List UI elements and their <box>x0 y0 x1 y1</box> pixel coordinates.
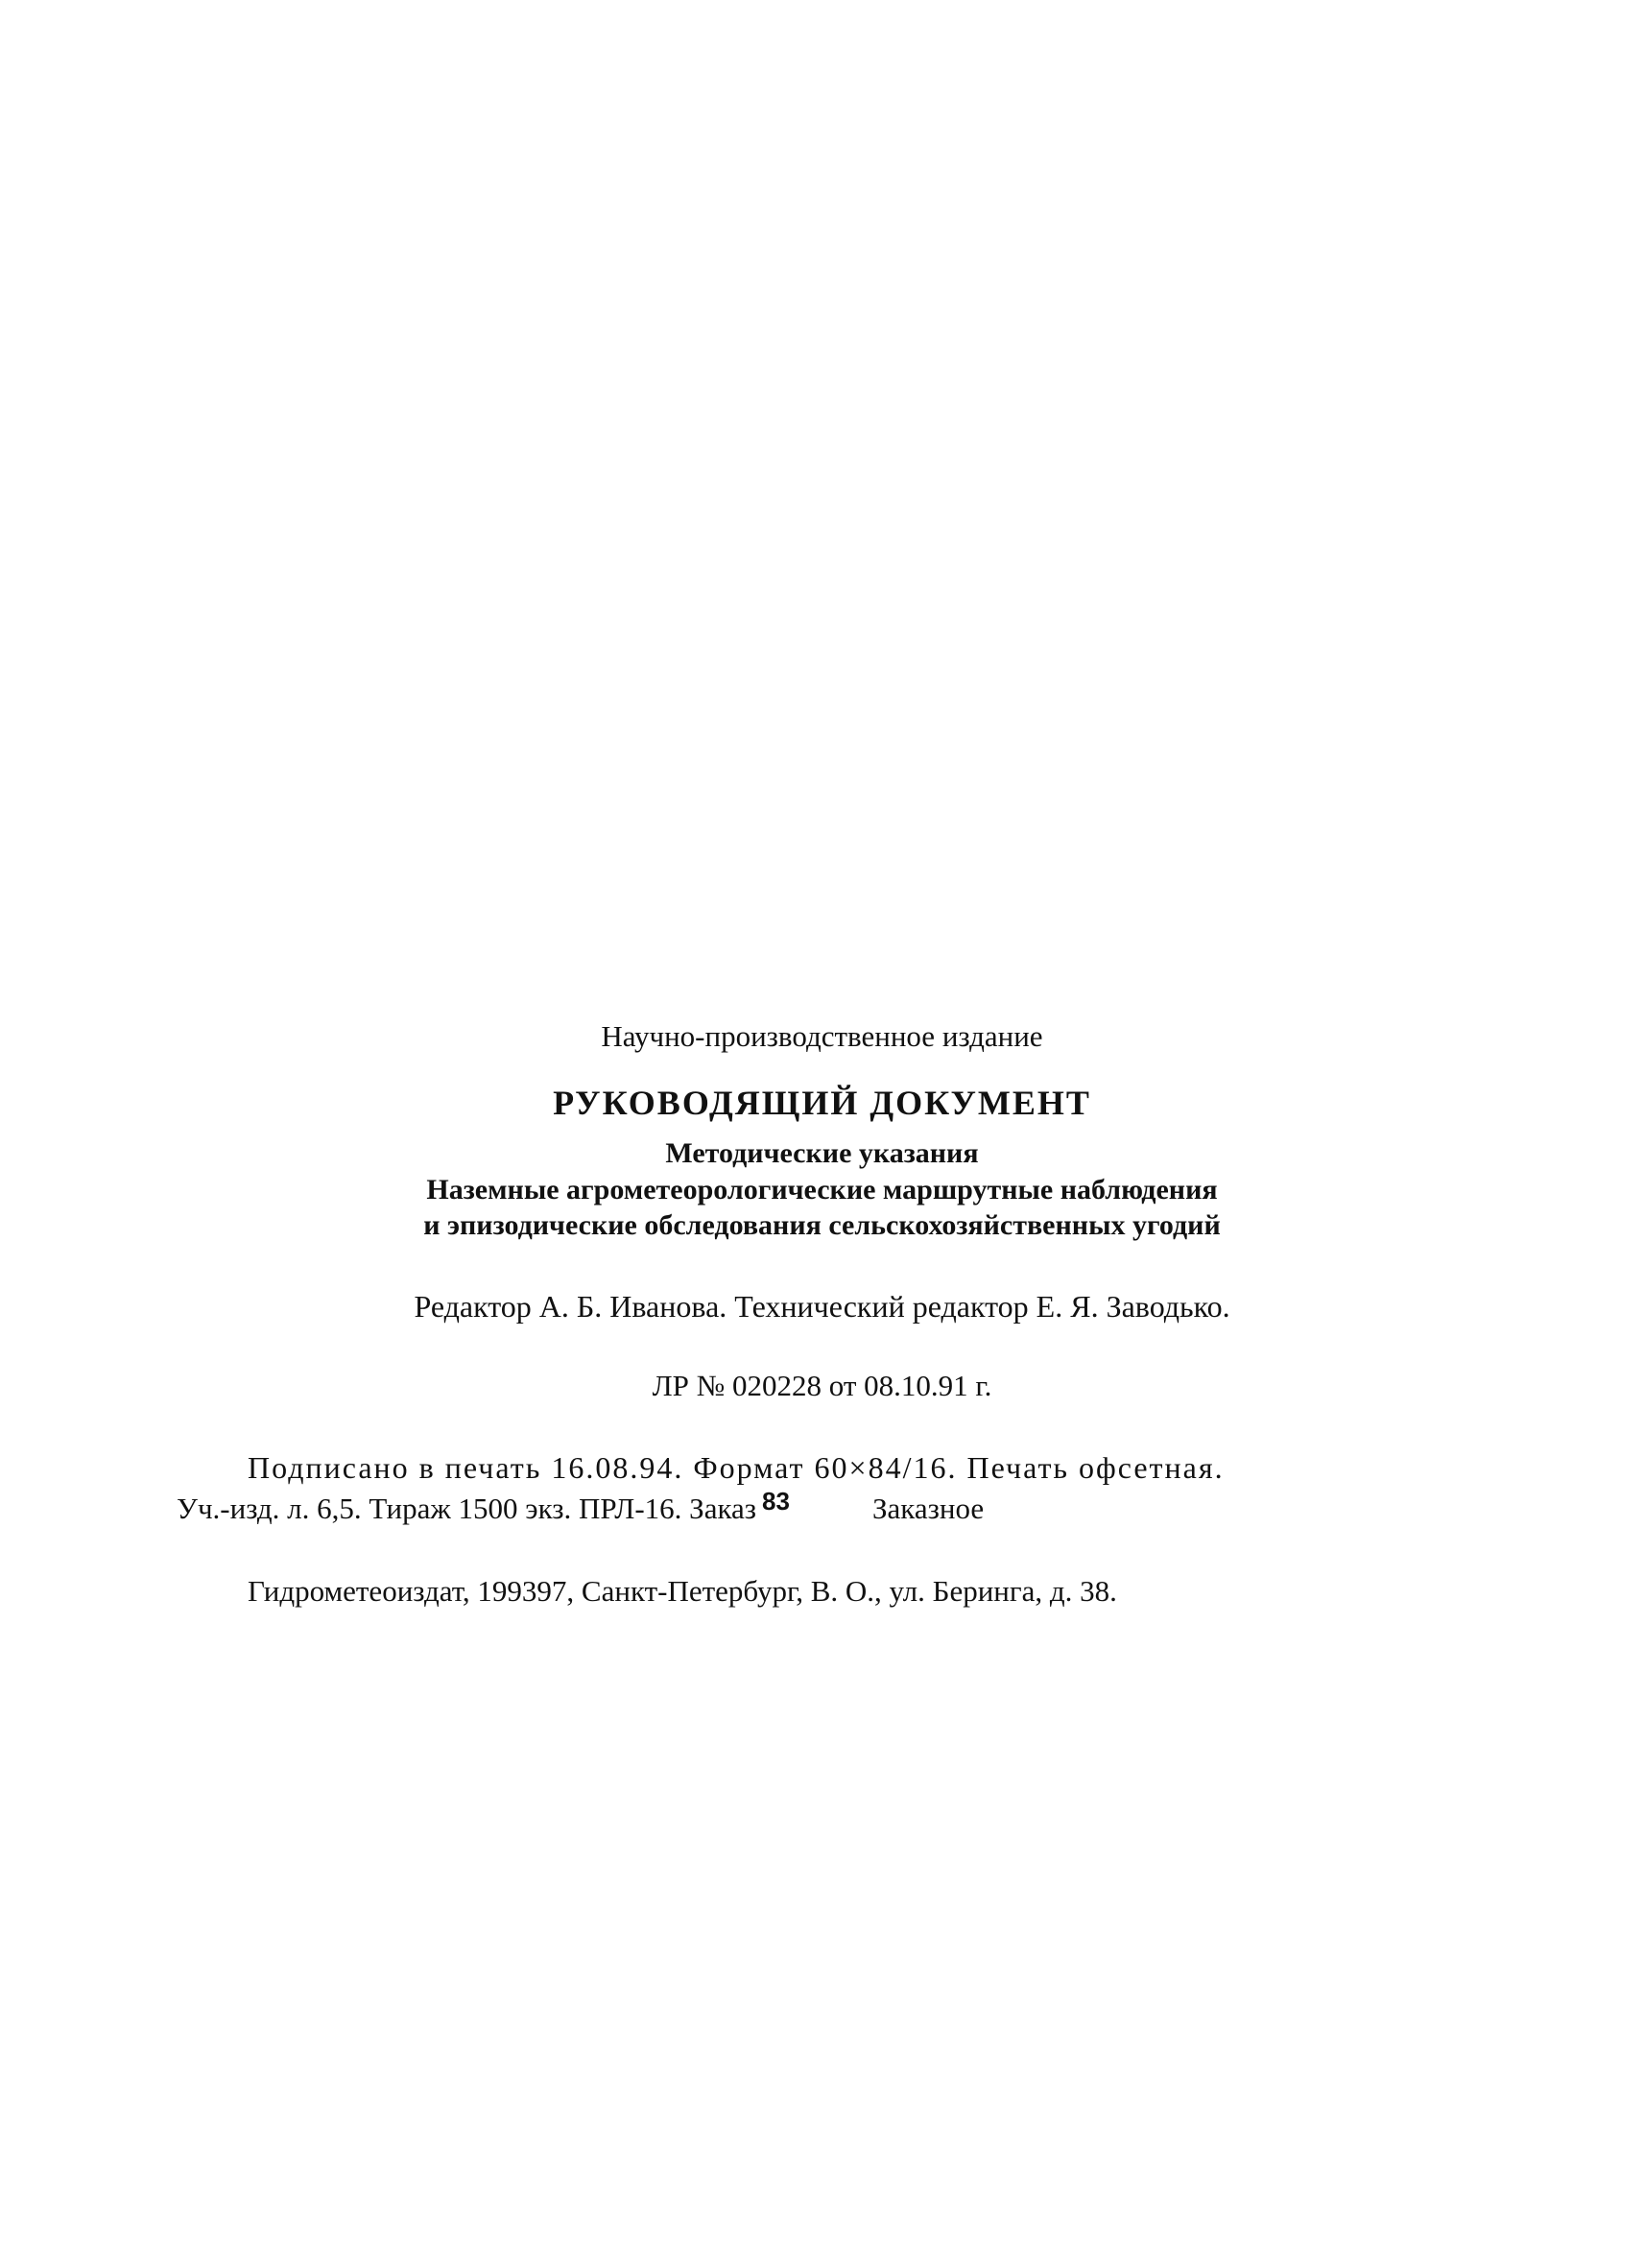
imprint-line-1: Подписано в печать 16.08.94. Формат 60×84/16. Печать офсетная. <box>248 1450 1225 1485</box>
imprint-line-2 <box>177 1487 1299 1525</box>
order-type: Заказное <box>871 1492 985 1525</box>
order-number: 83 <box>762 1487 790 1516</box>
document-title-line-2: и эпизодические обследования сельскохозяйственных угодий <box>423 1209 1221 1241</box>
document-kind-heading: РУКОВОДЯЩИЙ ДОКУМЕНТ <box>553 1084 1091 1122</box>
document-title-line-1: Наземные агрометеорологические маршрутные наблюдения <box>426 1174 1218 1206</box>
imprint-line-2-text: Уч.-изд. л. 6,5. Тираж 1500 экз. ПРЛ-16. Заказ <box>177 1492 757 1525</box>
publisher-address: Гидрометеоиздат, 199397, Санкт-Петербург, В. О., ул. Беринга, д. 38. <box>248 1574 1117 1608</box>
license-line: ЛР № 020228 от 08.10.91 г. <box>652 1369 992 1402</box>
document-subtitle: Методические указания <box>665 1137 979 1169</box>
edition-type: Научно-производственное издание <box>601 1019 1043 1053</box>
editors-line: Редактор А. Б. Иванова. Технический редактор Е. Я. Заводько. <box>414 1289 1230 1324</box>
